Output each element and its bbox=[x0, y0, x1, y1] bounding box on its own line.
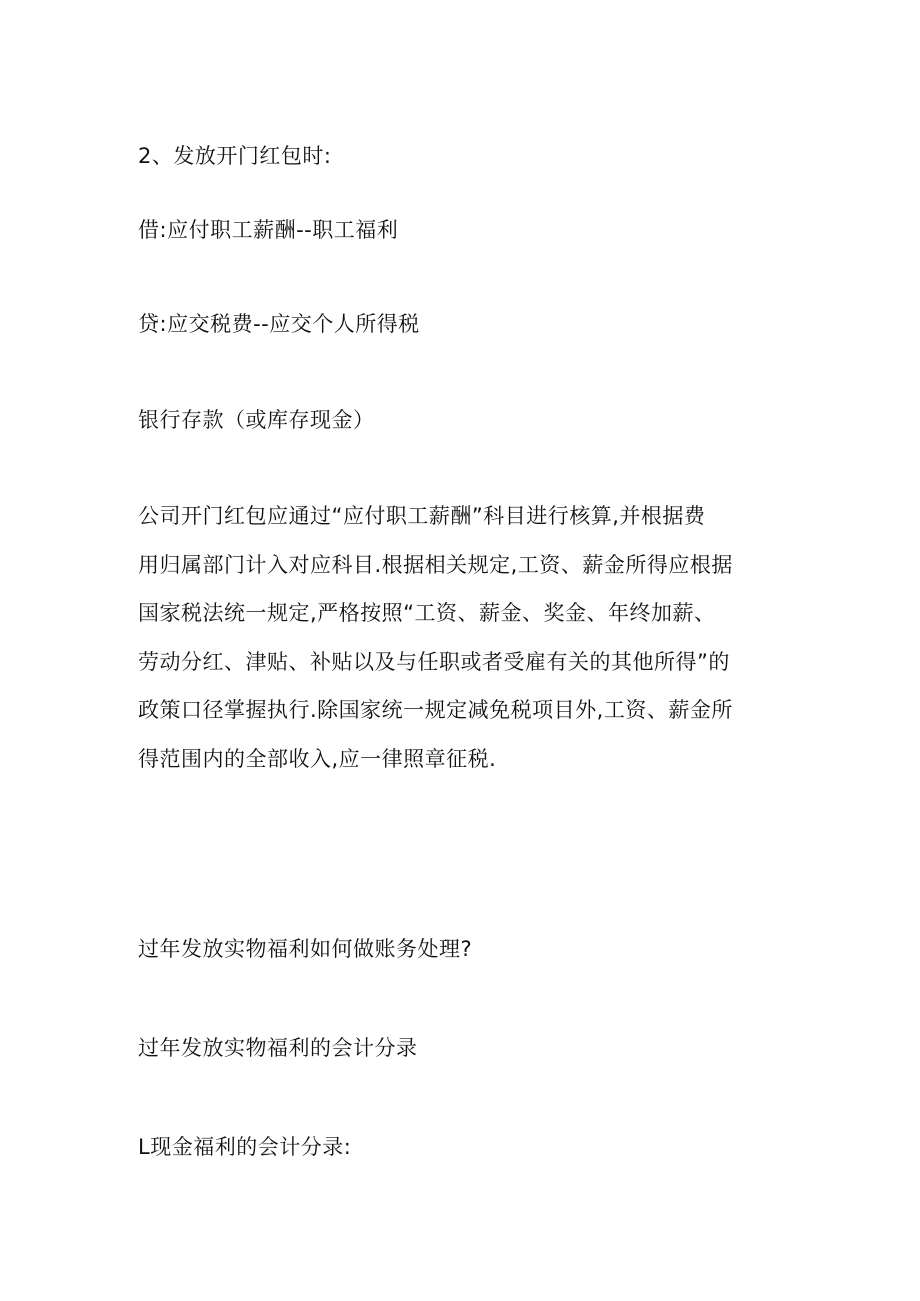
paragraph-line: 政策口径掌握执行.除国家统一规定减免税项目外,工资、薪金所 bbox=[138, 698, 733, 722]
section-heading-2: 2、发放开门红包时: bbox=[138, 144, 332, 168]
paragraph-line: 用归属部门计入对应科目.根据相关规定,工资、薪金所得应根据 bbox=[138, 552, 733, 577]
paragraph-line: 公司开门红包应通过“应付职工薪酬”科目进行核算,并根据费 bbox=[138, 504, 706, 528]
question-heading: 过年发放实物福利如何做账务处理? bbox=[138, 937, 473, 961]
paragraph-line: 国家税法统一规定,严格按照“工资、薪金、奖金、年终加薪、 bbox=[138, 601, 716, 625]
credit-entry-line: 贷:应交税费--应交个人所得税 bbox=[138, 312, 420, 336]
explanation-paragraph bbox=[138, 492, 788, 783]
paragraph-line: 劳动分红、津贴、补贴以及与任职或者受雇有关的其他所得”的 bbox=[138, 649, 730, 674]
bank-deposit-line: 银行存款（或库存现金） bbox=[138, 408, 375, 432]
entries-heading: 过年发放实物福利的会计分录 bbox=[138, 1036, 418, 1060]
cash-welfare-heading: L现金福利的会计分录: bbox=[138, 1135, 352, 1159]
debit-entry-line: 借:应付职工薪酬--职工福利 bbox=[138, 218, 399, 242]
paragraph-line: 得范围内的全部收入,应一律照章征税. bbox=[138, 746, 497, 771]
